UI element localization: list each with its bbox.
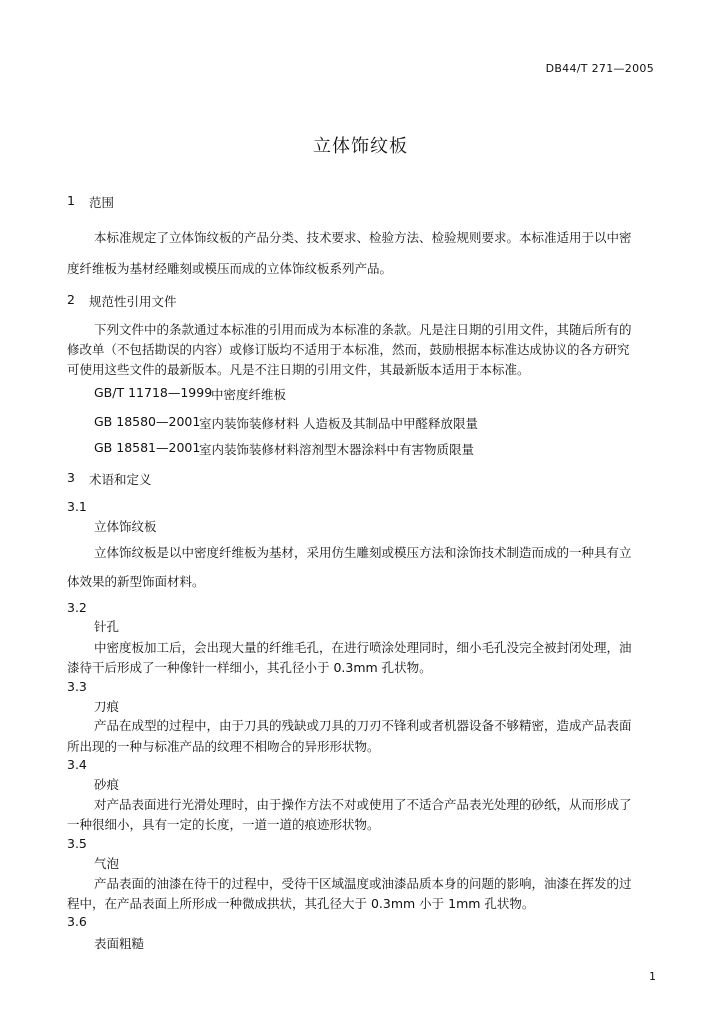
- definition-line: 中密度板加工后，会出现大量的纤维毛孔，在进行喷涂处理同时，细小毛孔没完全被封闭处理，油: [94, 640, 632, 655]
- term-name: 刀痕: [94, 699, 120, 714]
- paragraph-line: 本标准规定了立体饰纹板的产品分类、技术要求、检验方法、检验规则要求。本标准适用于以中密: [94, 230, 632, 245]
- reference-code: GB/T 11718—1999: [94, 385, 213, 400]
- section-heading: 规范性引用文件: [89, 294, 177, 309]
- reference-code: GB 18581—2001: [94, 440, 201, 455]
- section-heading: 范围: [89, 195, 115, 210]
- reference-title: 室内装饰装修材料溶剂型木器涂料中有害物质限量: [199, 442, 475, 457]
- term-number: 3.4: [67, 757, 87, 772]
- definition-line: 漆待干后形成了一种像针一样细小，其孔径小于 0.3mm 孔状物。: [67, 660, 432, 675]
- term-name: 砂痕: [94, 777, 120, 792]
- reference-title: 室内装饰装修材料 人造板及其制品中甲醛释放限量: [199, 416, 478, 431]
- paragraph-line: 可使用这些文件的最新版本。凡是不注日期的引用文件，其最新版本适用于本标准。: [67, 362, 530, 377]
- reference-code: GB 18580—2001: [94, 414, 201, 429]
- reference-title: 中密度纤维板: [211, 387, 287, 402]
- definition-line: 对产品表面进行光滑处理时，由于操作方法不对或使用了不适合产品表光处理的砂纸，从而形成了: [94, 797, 632, 812]
- page-number: 1: [649, 970, 656, 983]
- section-number: 1: [67, 193, 75, 208]
- term-name: 针孔: [94, 619, 120, 634]
- term-name: 立体饰纹板: [94, 519, 157, 534]
- paragraph-line: 修改单（不包括勘误的内容）或修订版均不适用于本标准，然而，鼓励根据本标准达成协议的各方研究: [67, 342, 630, 357]
- section-number: 3: [67, 470, 75, 485]
- document-title: 立体饰纹板: [313, 136, 408, 157]
- definition-line: 一种很细小，具有一定的长度，一道一道的痕迹形状物。: [67, 817, 380, 832]
- section-heading: 术语和定义: [89, 472, 152, 487]
- definition-line: 产品在成型的过程中，由于刀具的残缺或刀具的刀刃不锋利或者机器设备不够精密，造成产品表面: [94, 718, 632, 733]
- paragraph-line: 下列文件中的条款通过本标准的引用而成为本标准的条款。凡是注日期的引用文件，其随后所有的: [94, 322, 632, 337]
- term-number: 3.3: [67, 679, 87, 694]
- definition-line: 所出现的一种与标准产品的纹理不相吻合的异形形状物。: [67, 739, 380, 754]
- term-number: 3.2: [67, 600, 87, 615]
- definition-line: 体效果的新型饰面材料。: [67, 574, 205, 589]
- term-name: 气泡: [94, 856, 120, 871]
- paragraph-line: 度纤维板为基材经雕刻或模压而成的立体饰纹板系列产品。: [67, 261, 393, 276]
- section-number: 2: [67, 292, 75, 307]
- term-number: 3.5: [67, 836, 87, 851]
- definition-line: 产品表面的油漆在待干的过程中，受待干区域温度或油漆品质本身的问题的影响，油漆在挥发的过: [94, 876, 632, 891]
- definition-line: 立体饰纹板是以中密度纤维板为基材，采用仿生雕刻或模压方法和涂饰技术制造而成的一种具有立: [94, 545, 632, 560]
- standard-number: DB44/T 271—2005: [545, 62, 654, 75]
- term-number: 3.6: [67, 914, 87, 929]
- definition-line: 程中，在产品表面上所形成一种微成拱状，其孔径大于 0.3mm 小于 1mm 孔状物。: [67, 896, 535, 911]
- term-name: 表面粗糙: [94, 936, 145, 951]
- term-number: 3.1: [67, 499, 87, 514]
